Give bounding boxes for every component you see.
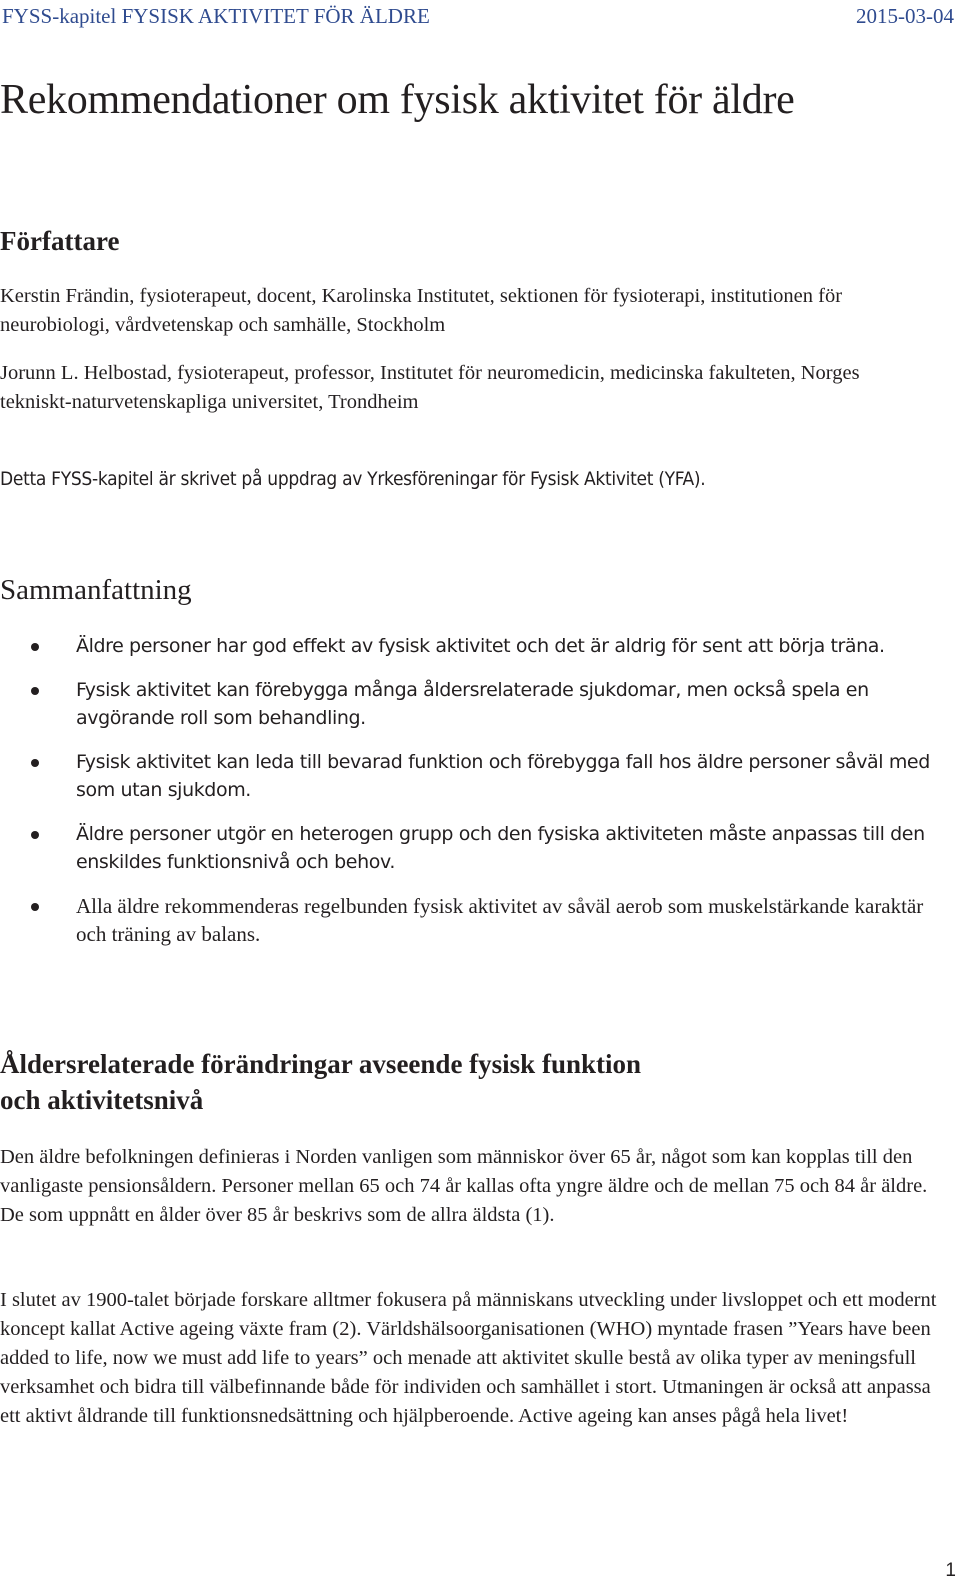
- author-1-affiliation: Kerstin Frändin, fysioterapeut, docent, Karolinska Institutet, sektionen för fysioterapi, institutionen för neurobiologi, vårdvetenskap och samhälle, Stockholm: [0, 285, 843, 336]
- summary-item: [0, 676, 940, 732]
- summary-item-text: Äldre personer utgör en heterogen grupp och den fysiska aktiviteten måste anpassas till den enskildes funktionsnivå och behov.: [76, 823, 925, 873]
- page-number: 1: [945, 1560, 956, 1581]
- bullet-icon: [31, 903, 39, 911]
- author-2-affiliation: Jorunn L. Helbostad, fysioterapeut, professor, Institutet för neuromedicin, medicinska fakulteten, Norges tekniskt-naturvetenskapliga universitet, Trondheim: [0, 362, 860, 413]
- summary-item-text: Alla äldre rekommenderas regelbunden fysisk aktivitet av såväl aerob som muskelstärkande karaktär och träning av balans.: [76, 894, 924, 946]
- summary-item: [0, 820, 940, 876]
- bullet-icon: [31, 687, 39, 695]
- summary-item-text: Äldre personer har god effekt av fysisk aktivitet och det är aldrig för sent att börja träna.: [76, 635, 885, 657]
- bullet-icon: [31, 643, 39, 651]
- running-header-title: FYSS-kapitel FYSISK AKTIVITET FÖR ÄLDRE: [2, 4, 430, 28]
- document-title: Rekommendationer om fysisk aktivitet för äldre: [0, 77, 795, 123]
- running-header-date: 2015-03-04: [856, 4, 954, 28]
- summary-heading: Sammanfattning: [0, 574, 192, 606]
- summary-list: [0, 632, 940, 964]
- summary-item-text: Fysisk aktivitet kan förebygga många åldersrelaterade sjukdomar, men också spela en avgörande roll som behandling.: [76, 679, 869, 729]
- section-heading-age-changes: [0, 1046, 641, 1118]
- summary-item: [0, 892, 940, 948]
- commission-statement: Detta FYSS-kapitel är skrivet på uppdrag av Yrkesföreningar för Fysisk Aktivitet (YFA).: [0, 468, 706, 490]
- summary-item: [0, 632, 940, 660]
- summary-item-text: Fysisk aktivitet kan leda till bevarad funktion och förebygga fall hos äldre personer såväl med som utan sjukdom.: [76, 751, 930, 801]
- section-heading-line-1: Åldersrelaterade förändringar avseende fysisk funktion: [0, 1049, 641, 1079]
- body-paragraph-1: Den äldre befolkningen definieras i Norden vanligen som människor över 65 år, något som kan kopplas till den vanligaste pensionsåldern. Personer mellan 65 och 74 år kallas ofta yngre äldre och de mellan 75 och 84 år äldre. De som uppnått en ålder över 85 år beskrivs som de allra äldsta (1).: [0, 1146, 928, 1226]
- section-heading-line-2: och aktivitetsnivå: [0, 1085, 204, 1115]
- bullet-icon: [31, 831, 39, 839]
- authors-heading: Författare: [0, 226, 120, 256]
- summary-item: [0, 748, 940, 804]
- bullet-icon: [31, 759, 39, 767]
- body-paragraph-2: I slutet av 1900-talet började forskare alltmer fokusera på människans utveckling under livsloppet och ett modernt koncept kallat Active ageing växte fram (2). Världshälsoorganisationen (WHO) myntade frasen ”Years have been added to life, now we must add life to years” och menade att aktivitet skulle bestå av olika typer av meningsfull verksamhet och bidra till välbefinnande både för individen och samhället i stort. Utmaningen är också att anpassa ett aktivt åldrande till funktionsnedsättning och hjälpberoende. Active ageing kan anses pågå hela livet!: [0, 1289, 937, 1427]
